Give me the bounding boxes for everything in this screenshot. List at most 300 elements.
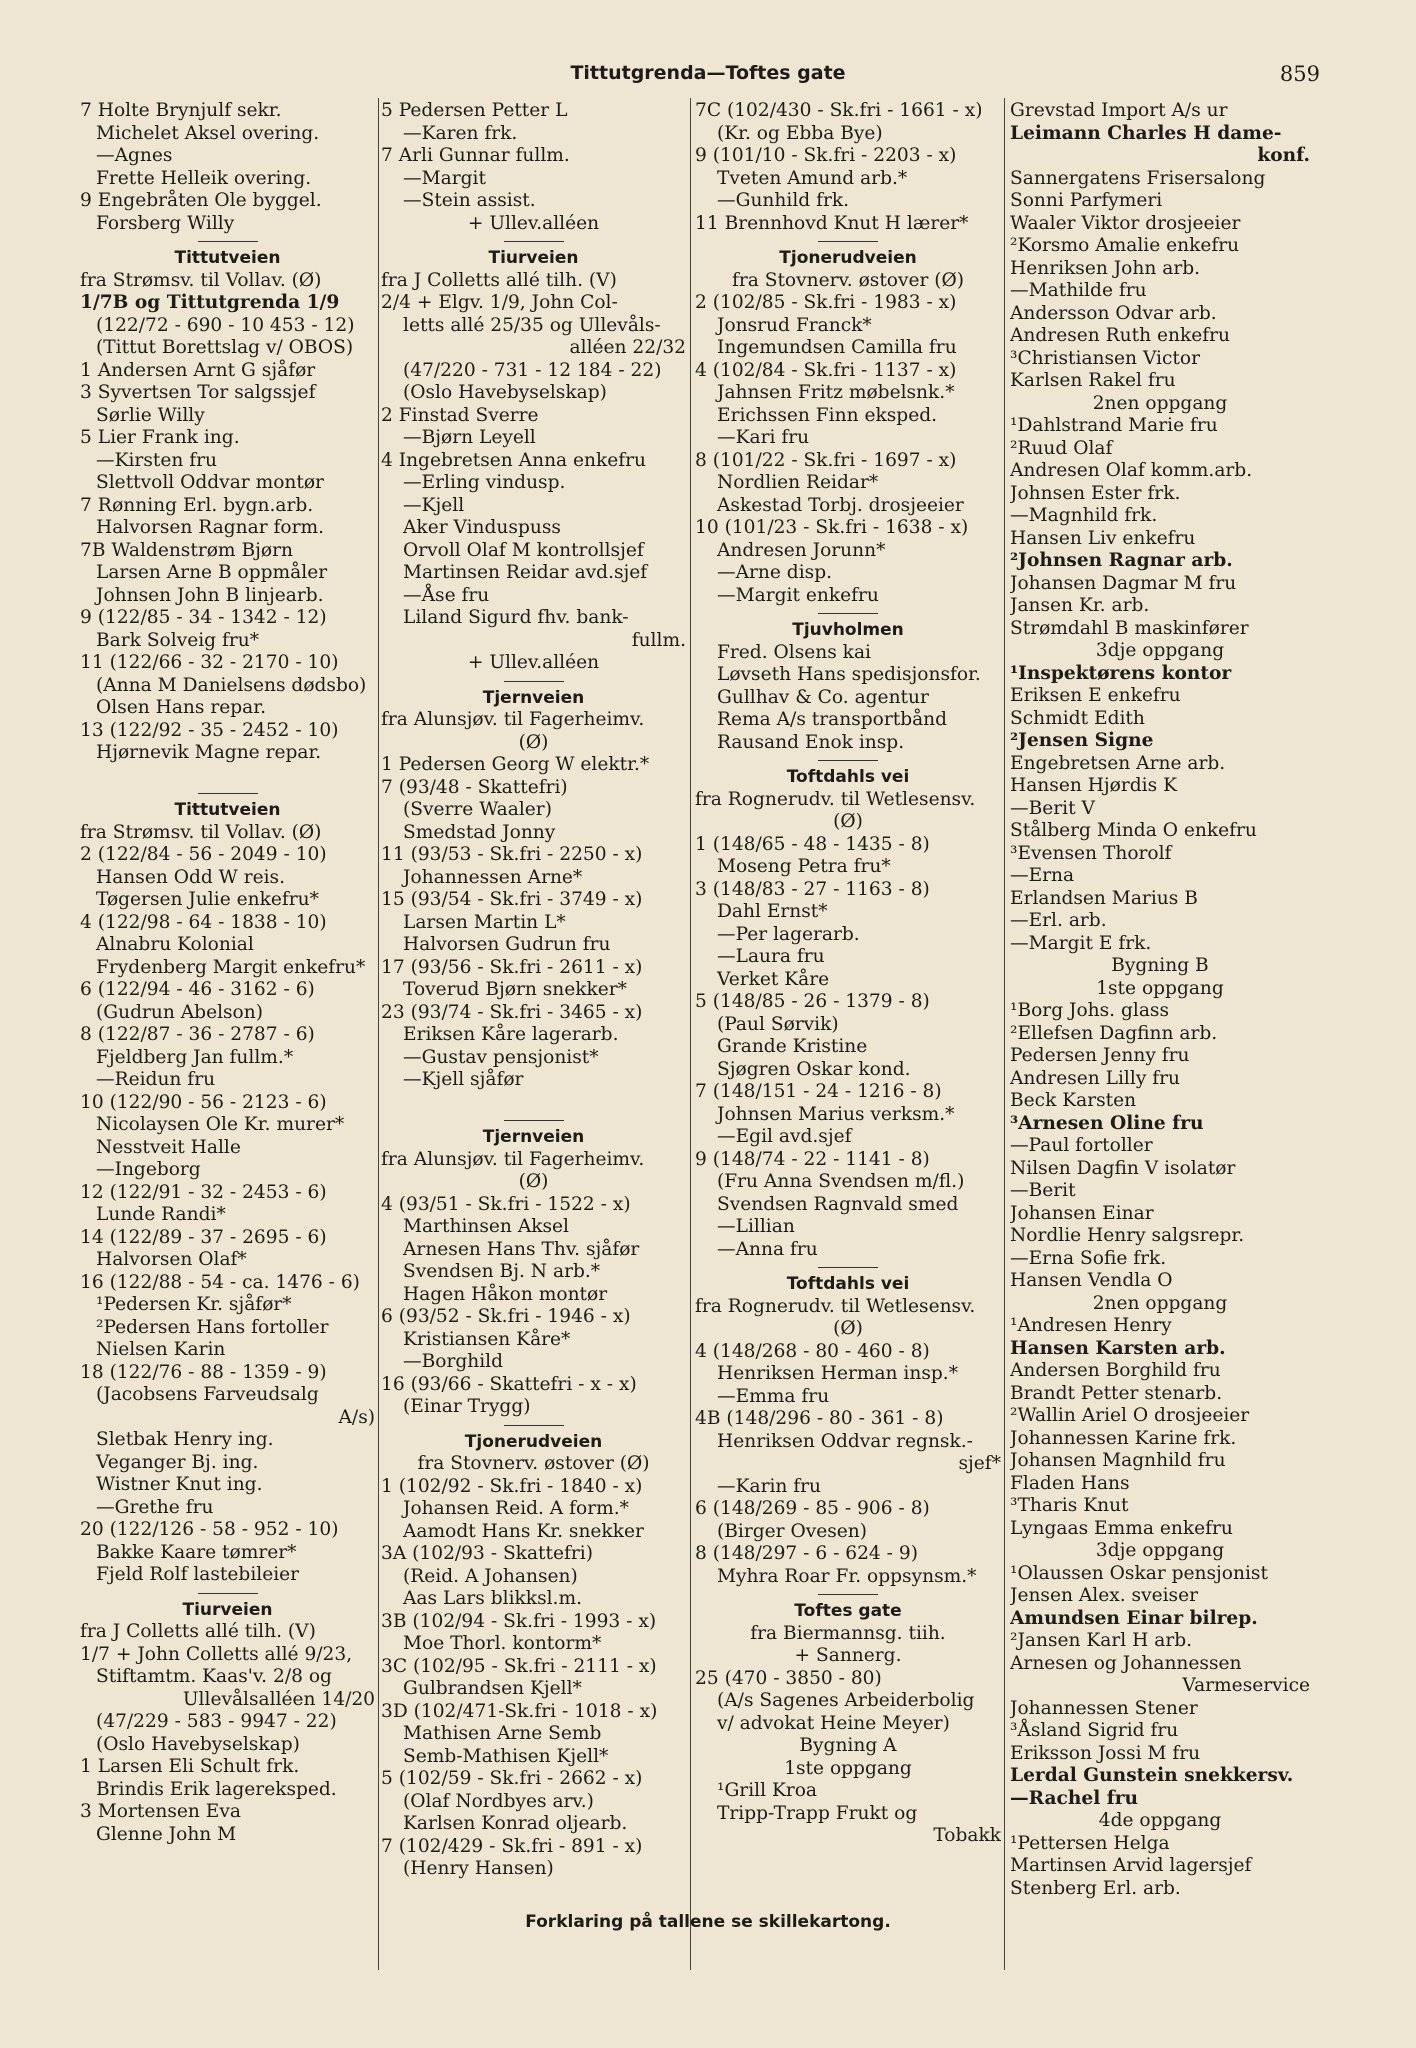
directory-line: (A/s Sagenes Arbeiderbolig — [717, 1690, 975, 1711]
directory-line — [381, 1092, 686, 1115]
directory-line: (Ø) — [518, 1171, 549, 1192]
directory-line: Mathisen Arne Semb — [403, 1723, 602, 1744]
directory-line: Aker Vinduspuss — [403, 517, 561, 538]
directory-line: 17 (93/56 - Sk.fri - 2611 - x) — [381, 956, 643, 978]
directory-line: Eriksson Jossi M fru — [1010, 1742, 1201, 1764]
directory-line: 2 Finstad Sverre — [381, 404, 539, 426]
directory-line: 15 (93/54 - Sk.fri - 3749 - x) — [381, 889, 643, 910]
directory-line: Sonni Parfymeri — [1010, 190, 1163, 211]
directory-line: (Henry Hansen) — [403, 1858, 554, 1879]
directory-line: fra Alunsjøv. til Fagerheimv. — [381, 1148, 645, 1170]
directory-line: Gullhav & Co. agentur — [717, 686, 929, 708]
directory-line: —Rachel fru — [1010, 1787, 1139, 1809]
street-heading: Toftdahls vei — [786, 1274, 910, 1294]
directory-line: —Erna — [1010, 865, 1075, 886]
directory-line: 4B (148/296 - 80 - 361 - 8) — [695, 1408, 944, 1429]
directory-line: Gulbrandsen Kjell* — [403, 1678, 582, 1699]
page-title: Tittutgrenda—Toftes gate — [570, 62, 846, 84]
section-divider — [695, 1588, 1001, 1600]
directory-line: 6 (148/269 - 85 - 906 - 8) — [695, 1498, 930, 1519]
directory-line: —Laura fru — [717, 946, 825, 967]
directory-line: Sletbak Henry ing. — [96, 1429, 274, 1450]
directory-line: Kristiansen Kåre* — [403, 1328, 571, 1350]
section-divider — [695, 607, 1001, 619]
directory-line: 3 (148/83 - 27 - 1163 - 8) — [695, 878, 930, 900]
directory-line: —Kari fru — [717, 427, 810, 448]
directory-line: Frette Helleik overing. — [96, 167, 312, 189]
directory-line: —Ingeborg — [96, 1159, 201, 1180]
directory-line: Hansen Vendla O — [1010, 1270, 1173, 1291]
section-divider — [695, 1261, 1001, 1273]
directory-line: 9 (122/85 - 34 - 1342 - 12) — [80, 607, 327, 628]
directory-line: (Olaf Nordbyes arv.) — [403, 1790, 594, 1812]
directory-line: —Reidun fru — [96, 1069, 216, 1090]
directory-line: Waaler Viktor drosjeeier — [1010, 212, 1241, 234]
directory-line: (Paul Sørvik) — [717, 1013, 839, 1035]
directory-line: 7 (93/48 - Skattefri) — [381, 776, 568, 798]
directory-line: Andresen Lilly fru — [1010, 1067, 1180, 1089]
directory-line: 2/4 + Elgv. 1/9, John Col- — [381, 292, 618, 313]
directory-line: fra Rognerudv. til Wetlesensv. — [695, 1295, 976, 1317]
directory-line: (Ø) — [833, 811, 863, 832]
street-heading: Toftes gate — [794, 1601, 902, 1621]
directory-line: ²Jensen Signe — [1010, 730, 1154, 751]
directory-line: 9 (101/10 - Sk.fri - 2203 - x) — [695, 145, 957, 166]
directory-line: 4 Ingebretsen Anna enkefru — [381, 449, 647, 471]
directory-line: —Lillian — [717, 1216, 795, 1237]
directory-line: Nilsen Dagfin V isolatør — [1010, 1157, 1236, 1179]
directory-line: —Erling vindusp. — [403, 472, 566, 493]
directory-line: Aamodt Hans Kr. snekker — [403, 1520, 644, 1542]
directory-line: konf. — [1257, 145, 1310, 166]
directory-line: Strømdahl B maskinfører — [1010, 617, 1249, 639]
directory-line: letts allé 25/35 og Ullevåls- — [403, 314, 661, 336]
directory-line: —Margit E frk. — [1010, 932, 1152, 954]
directory-line: Pedersen Jenny fru — [1010, 1045, 1190, 1066]
directory-line: Forsberg Willy — [96, 212, 235, 234]
directory-line: Løvseth Hans spedisjonsfor. — [717, 664, 981, 685]
directory-line: ²Wallin Ariel O drosjeeier — [1010, 1405, 1250, 1426]
directory-line: Varmeservice — [1182, 1675, 1310, 1696]
directory-line: ³Åsland Sigrid fru — [1010, 1720, 1179, 1741]
directory-line: Henriksen John arb. — [1010, 257, 1201, 279]
street-heading: Tjernveien — [482, 687, 585, 708]
directory-line: ¹Pettersen Helga — [1010, 1832, 1170, 1854]
directory-line: Nordlie Henry salgsrepr. — [1010, 1225, 1245, 1246]
directory-line: 7 (148/151 - 24 - 1216 - 8) — [695, 1081, 942, 1102]
directory-line: 6 (122/94 - 46 - 3162 - 6) — [80, 979, 315, 1000]
section-divider — [695, 754, 1001, 766]
directory-line: 5 (148/85 - 26 - 1379 - 8) — [695, 991, 930, 1012]
directory-line: Olsen Hans repar. — [96, 697, 266, 718]
directory-line: ¹Dahlstrand Marie fru — [1010, 415, 1218, 436]
directory-line: Stenberg Erl. arb. — [1010, 1877, 1181, 1899]
directory-line: Martinsen Arvid lagersjef — [1010, 1855, 1252, 1876]
directory-line: 18 (122/76 - 88 - 1359 - 9) — [80, 1361, 327, 1383]
section-divider — [80, 1587, 375, 1599]
page-number: 859 — [1279, 62, 1320, 86]
directory-line: —Paul fortoller — [1010, 1135, 1153, 1156]
directory-line: Johannessen Karine frk. — [1010, 1427, 1237, 1449]
directory-line: 1ste oppgang — [784, 1757, 912, 1779]
directory-line: Frydenberg Margit enkefru* — [96, 956, 366, 978]
directory-line: —Bjørn Leyell — [403, 427, 536, 448]
street-heading: Tjonerudveien — [464, 1431, 603, 1452]
directory-line: (122/72 - 690 - 10 453 - 12) — [96, 314, 355, 336]
directory-line: fra Stovnerv. østover (Ø) — [731, 269, 965, 291]
directory-line: —Emma fru — [717, 1385, 830, 1407]
directory-line: ²Jansen Karl H arb. — [1010, 1630, 1193, 1651]
directory-line: 2nen oppgang — [1092, 392, 1228, 414]
directory-line: 3C (102/95 - Sk.fri - 2111 - x) — [381, 1655, 657, 1677]
directory-line: Lyngaas Emma enkefru — [1010, 1517, 1233, 1539]
directory-line: fra Alunsjøv. til Fagerheimv. — [381, 709, 645, 730]
directory-line: —Grethe fru — [96, 1496, 214, 1518]
directory-line: ²Ruud Olaf — [1010, 437, 1113, 459]
directory-line: fra Strømsv. til Vollav. (Ø) — [80, 821, 322, 843]
directory-line: —Karin fru — [717, 1475, 822, 1497]
directory-line: Halvorsen Gudrun fru — [403, 934, 611, 955]
directory-line: 16 (122/88 - 54 - ca. 1476 - 6) — [80, 1271, 360, 1293]
directory-line: —Gustav pensjonist* — [403, 1046, 599, 1068]
directory-line: 4 (148/268 - 80 - 460 - 8) — [695, 1340, 930, 1362]
directory-line: 3dje oppgang — [1095, 1540, 1225, 1561]
page-footer-note: Forklaring på tallene se skillekartong. — [525, 1912, 891, 1932]
directory-line: Bakke Kaare tømrer* — [96, 1541, 297, 1563]
directory-line: —Magnhild frk. — [1010, 505, 1158, 526]
directory-line: (47/229 - 583 - 9947 - 22) — [96, 1711, 337, 1732]
directory-line: —Erna Sofie frk. — [1010, 1247, 1167, 1269]
directory-line: 5 Pedersen Petter L — [381, 100, 568, 121]
directory-line: fra J Colletts allé tilh. (V) — [80, 1621, 316, 1642]
directory-line: Sjøgren Oskar kond. — [717, 1058, 911, 1080]
street-heading: Tiurveien — [488, 248, 579, 268]
street-heading: Tiurveien — [182, 1599, 273, 1620]
directory-line: Hagen Håkon montør — [403, 1283, 608, 1305]
directory-line: ¹Pedersen Kr. sjåfør* — [96, 1294, 292, 1315]
directory-line: Eriksen E enkefru — [1010, 685, 1181, 706]
directory-line: ³Arnesen Oline fru — [1010, 1112, 1204, 1134]
directory-line: Hansen Karsten arb. — [1010, 1337, 1226, 1359]
directory-line: (Kr. og Ebba Bye) — [717, 122, 883, 144]
directory-line: Johnsen John B linjearb. — [96, 584, 324, 606]
directory-line: 4 (102/84 - Sk.fri - 1137 - x) — [695, 359, 957, 381]
directory-line: Andersson Odvar arb. — [1010, 302, 1217, 324]
directory-line: —Borghild — [403, 1351, 504, 1372]
directory-line: 7B Waldenstrøm Bjørn — [80, 539, 293, 561]
directory-line: —Gunhild frk. — [717, 190, 850, 211]
directory-line: Myhra Roar Fr. oppsynsm.* — [717, 1565, 977, 1587]
directory-line: Slettvoll Oddvar montør — [96, 472, 324, 493]
directory-line: 7 Rønning Erl. bygn.arb. — [80, 494, 314, 516]
directory-line: 11 (122/66 - 32 - 2170 - 10) — [80, 652, 339, 673]
directory-line: sjef* — [958, 1453, 1001, 1474]
street-heading: Tittutveien — [174, 248, 281, 268]
directory-line: 11 Brennhovd Knut H lærer* — [695, 212, 969, 234]
directory-line: —Berit — [1010, 1180, 1076, 1201]
directory-line: (Gudrun Abelson) — [96, 1001, 263, 1023]
directory-line: Michelet Aksel overing. — [96, 122, 320, 144]
directory-line: 12 (122/91 - 32 - 2453 - 6) — [80, 1181, 327, 1203]
directory-line: 5 Lier Frank ing. — [80, 427, 240, 448]
directory-line: fra Biermannsg. tiih. — [750, 1622, 946, 1644]
directory-line: Hansen Liv enkefru — [1010, 527, 1196, 549]
directory-line: 3A (102/93 - Skattefri) — [381, 1543, 593, 1564]
directory-line: Grande Kristine — [717, 1036, 868, 1057]
directory-line: —Margit — [403, 167, 486, 189]
directory-line: 14 (122/89 - 37 - 2695 - 6) — [80, 1226, 327, 1248]
directory-line: Verket Kåre — [717, 968, 830, 990]
directory-line: Engebretsen Arne arb. — [1010, 752, 1226, 774]
directory-line: A/s) — [338, 1406, 375, 1428]
directory-line: (Birger Ovesen) — [717, 1520, 867, 1542]
directory-line: Ullevålsalléen 14/20 — [182, 1688, 375, 1710]
directory-line: 1ste oppgang — [1096, 977, 1224, 999]
directory-line: 4 (122/98 - 64 - 1838 - 10) — [80, 911, 327, 933]
directory-line: Bark Solveig fru* — [96, 629, 260, 651]
directory-line — [80, 765, 375, 788]
directory-line: Larsen Arne B oppmåler — [96, 562, 328, 583]
directory-line: ²Johnsen Ragnar arb. — [1010, 550, 1233, 571]
directory-line: 3D (102/471-Sk.fri - 1018 - x) — [381, 1700, 658, 1722]
directory-line: 5 (102/59 - Sk.fri - 2662 - x) — [381, 1768, 643, 1789]
directory-line: (Sverre Waaler) — [403, 799, 552, 820]
directory-line: Schmidt Edith — [1010, 707, 1145, 729]
directory-line: 3B (102/94 - Sk.fri - 1993 - x) — [381, 1610, 657, 1632]
directory-line: 4de oppgang — [1098, 1810, 1222, 1831]
directory-line: 13 (122/92 - 35 - 2452 - 10) — [80, 719, 339, 741]
column-divider — [1004, 98, 1005, 1970]
directory-line: Rausand Enok insp. — [717, 731, 905, 753]
directory-line: —Agnes — [96, 145, 173, 166]
directory-line: (47/220 - 731 - 12 184 - 22) — [403, 359, 662, 381]
directory-line: fullm. — [631, 629, 686, 651]
directory-line: Jonsrud Franck* — [717, 314, 872, 336]
directory-line: Halvorsen Ragnar form. — [96, 517, 325, 538]
directory-line: + Ullev.alléen — [467, 652, 600, 673]
directory-line: 1/7B og Tittutgrenda 1/9 — [80, 292, 340, 313]
directory-line: 6 (93/52 - Sk.fri - 1946 - x) — [381, 1306, 631, 1327]
column-1 — [80, 100, 375, 1846]
directory-line: 7 Holte Brynjulf sekr. — [80, 100, 282, 121]
directory-line: v/ advokat Heine Meyer) — [717, 1712, 950, 1734]
directory-line: 9 (148/74 - 22 - 1141 - 8) — [695, 1148, 930, 1170]
directory-line: —Kjell sjåfør — [403, 1069, 524, 1090]
directory-line: —Margit enkefru — [717, 584, 879, 606]
directory-line: Erichssen Finn eksped. — [717, 404, 938, 426]
directory-line: 1 Pedersen Georg W elektr.* — [381, 754, 650, 775]
directory-line: —Erl. arb. — [1010, 910, 1107, 931]
directory-line: Andresen Olaf komm.arb. — [1010, 460, 1253, 481]
directory-line: —Kjell — [403, 494, 465, 516]
directory-line: Hjørnevik Magne repar. — [96, 742, 322, 763]
directory-line: 10 (101/23 - Sk.fri - 1638 - x) — [695, 517, 969, 538]
directory-line: Tobakk — [933, 1825, 1001, 1846]
directory-line: Nesstveit Halle — [96, 1136, 241, 1158]
directory-line: ²Pedersen Hans fortoller — [96, 1316, 329, 1338]
directory-line: Fjeldberg Jan fullm.* — [96, 1046, 294, 1068]
directory-line: Rema A/s transportbånd — [717, 709, 948, 730]
directory-line: 20 (122/126 - 58 - 952 - 10) — [80, 1519, 339, 1540]
directory-line: Liland Sigurd fhv. bank- — [403, 607, 629, 628]
directory-line: Johansen Magnhild fru — [1010, 1450, 1226, 1471]
street-heading: Tjuvholmen — [792, 620, 904, 640]
directory-line: ¹Inspektørens kontor — [1010, 662, 1232, 684]
column-divider — [690, 98, 691, 1970]
directory-line: ²Ellefsen Dagfinn arb. — [1010, 1022, 1218, 1044]
directory-line: Johannessen Stener — [1010, 1697, 1198, 1719]
directory-line: ³Tharis Knut — [1010, 1495, 1129, 1516]
directory-line: —Mathilde fru — [1010, 280, 1147, 301]
directory-line: alléen 22/32 — [569, 337, 686, 358]
directory-line: 9 Engebråten Ole byggel. — [80, 190, 322, 211]
directory-line: fra Rognerudv. til Wetlesensv. — [695, 788, 976, 810]
column-divider — [378, 98, 379, 1970]
directory-line: 3 Mortensen Eva — [80, 1801, 241, 1822]
directory-line: Alnabru Kolonial — [96, 934, 254, 955]
directory-line: (Reid. A Johansen) — [403, 1565, 578, 1587]
directory-line: —Anna fru — [717, 1238, 818, 1260]
directory-line: Aas Lars blikksl.m. — [403, 1588, 583, 1609]
street-heading: Toftdahls vei — [786, 767, 910, 787]
directory-line: —Egil avd.sjef — [717, 1126, 852, 1147]
directory-line: (Ø) — [518, 731, 549, 753]
directory-line: Hansen Odd W reis. — [96, 866, 285, 888]
directory-line: Toverud Bjørn snekker* — [403, 979, 627, 1000]
directory-line: Fjeld Rolf lastebileier — [96, 1564, 300, 1585]
directory-line: Moseng Petra fru* — [717, 856, 891, 877]
directory-line: 1 (102/92 - Sk.fri - 1840 - x) — [381, 1475, 643, 1497]
directory-line: Tveten Amund arb.* — [717, 167, 908, 189]
directory-line: Arnesen Hans Thv. sjåfør — [403, 1238, 640, 1260]
directory-line: 2 (102/85 - Sk.fri - 1983 - x) — [695, 292, 957, 313]
directory-line: Bygning B — [1111, 955, 1209, 976]
column-3 — [695, 100, 1001, 1848]
directory-line: (Tittut Borettslag v/ OBOS) — [96, 337, 354, 358]
directory-line: Johansen Einar — [1010, 1202, 1154, 1224]
directory-line: 2nen oppgang — [1092, 1292, 1228, 1314]
directory-line: Henriksen Herman insp.* — [717, 1363, 959, 1384]
directory-line: Nordlien Reidar* — [717, 472, 879, 493]
directory-line: Brandt Petter stenarb. — [1010, 1382, 1223, 1404]
directory-line: 16 (93/66 - Skattefri - x - x) — [381, 1373, 637, 1395]
directory-line: Johannessen Arne* — [403, 866, 583, 888]
directory-line: + Ullev.alléen — [467, 212, 600, 234]
directory-line: ¹Grill Kroa — [717, 1780, 818, 1801]
directory-line: Henriksen Oddvar regnsk.- — [717, 1430, 973, 1452]
directory-line: Semb-Mathisen Kjell* — [403, 1745, 609, 1767]
directory-line: Jahnsen Fritz møbelsnk.* — [717, 382, 955, 403]
directory-line: Halvorsen Olaf* — [96, 1249, 247, 1270]
directory-line: ¹Olaussen Oskar pensjonist — [1010, 1562, 1268, 1584]
directory-line: Johansen Reid. A form.* — [403, 1498, 629, 1519]
directory-line: 4 (93/51 - Sk.fri - 1522 - x) — [381, 1193, 631, 1215]
directory-line: Nielsen Karin — [96, 1339, 226, 1360]
directory-line: 1 (148/65 - 48 - 1435 - 8) — [695, 833, 930, 855]
directory-line: ³Christiansen Victor — [1010, 347, 1200, 369]
directory-line: Grevstad Import A/s ur — [1010, 100, 1228, 121]
street-heading: Tjonerudveien — [779, 248, 917, 268]
directory-line: Jansen Kr. arb. — [1010, 595, 1150, 616]
directory-line: 25 (470 - 3850 - 80) — [695, 1667, 882, 1689]
directory-line: Larsen Martin L* — [403, 911, 566, 933]
directory-line: (Oslo Havebyselskap) — [96, 1733, 300, 1755]
directory-line: Erlandsen Marius B — [1010, 887, 1198, 909]
directory-line: 3 Syvertsen Tor salgssjef — [80, 382, 316, 403]
directory-line: 1 Larsen Eli Schult frk. — [80, 1756, 300, 1777]
directory-line: (Anna M Danielsens dødsbo) — [96, 674, 367, 696]
street-heading: Tittutveien — [174, 800, 281, 820]
directory-line: 23 (93/74 - Sk.fri - 3465 - x) — [381, 1001, 643, 1023]
directory-line: Fladen Hans — [1010, 1472, 1130, 1494]
directory-line: (Jacobsens Farveudsalg — [96, 1384, 319, 1405]
directory-line: Johansen Dagmar M fru — [1010, 572, 1237, 594]
directory-line: Moe Thorl. kontorm* — [403, 1633, 602, 1654]
directory-line: 2 (122/84 - 56 - 2049 - 10) — [80, 844, 327, 865]
directory-line: Bygning A — [799, 1735, 897, 1756]
street-heading: Tjernveien — [482, 1127, 585, 1147]
directory-line: 3dje oppgang — [1095, 640, 1225, 661]
directory-line: ²Korsmo Amalie enkefru — [1010, 235, 1240, 256]
directory-line: ³Evensen Thorolf — [1010, 842, 1172, 864]
directory-line: (Ø) — [833, 1318, 863, 1339]
directory-line: fra Strømsv. til Vollav. (Ø) — [80, 269, 322, 291]
directory-line: Wistner Knut ing. — [96, 1474, 263, 1495]
directory-line: 8 (148/297 - 6 - 624 - 9) — [695, 1543, 918, 1564]
directory-line: Johnsen Ester frk. — [1010, 482, 1181, 504]
directory-line: (Fru Anna Svendsen m/fl.) — [717, 1171, 965, 1192]
directory-line: Sannergatens Frisersalong — [1010, 167, 1266, 189]
section-divider — [80, 787, 375, 799]
directory-line: Johnsen Marius verksm.* — [717, 1103, 955, 1125]
directory-line: 7 Arli Gunnar fullm. — [381, 145, 570, 166]
directory-line: ¹Borg Johs. glass — [1010, 1000, 1170, 1021]
directory-line: Stålberg Minda O enkefru — [1010, 820, 1257, 841]
column-2 — [381, 100, 686, 1881]
directory-line: 1 Andersen Arnt G sjåfør — [80, 359, 316, 381]
directory-line: Hansen Hjørdis K — [1010, 775, 1177, 796]
directory-line: + Sannerg. — [794, 1645, 902, 1666]
directory-line: Lunde Randi* — [96, 1204, 226, 1225]
section-divider — [695, 235, 1001, 247]
directory-line: —Kirsten fru — [96, 449, 217, 471]
directory-line: —Åse fru — [403, 584, 490, 606]
directory-line: Karlsen Rakel fru — [1010, 370, 1176, 391]
directory-line: Glenne John M — [96, 1823, 237, 1845]
section-divider — [381, 675, 686, 687]
section-divider — [80, 235, 375, 247]
directory-line: Smedstad Jonny — [403, 821, 556, 843]
directory-line: Nicolaysen Ole Kr. murer* — [96, 1114, 345, 1135]
directory-line: 8 (122/87 - 36 - 2787 - 6) — [80, 1024, 315, 1045]
directory-line: 10 (122/90 - 56 - 2123 - 6) — [80, 1091, 327, 1113]
section-divider — [381, 1114, 686, 1126]
directory-line: Orvoll Olaf M kontrollsjef — [403, 539, 644, 561]
directory-line: Martinsen Reidar avd.sjef — [403, 562, 648, 583]
directory-line: (Einar Trygg) — [403, 1396, 531, 1417]
directory-line: 7C (102/430 - Sk.fri - 1661 - x) — [695, 100, 983, 121]
section-divider — [381, 1419, 686, 1431]
directory-line: —Berit V — [1010, 797, 1095, 819]
directory-line: Andresen Ruth enkefru — [1010, 325, 1230, 346]
directory-line: Tøgersen Julie enkefru* — [96, 889, 319, 910]
directory-line: —Per lagerarb. — [717, 923, 860, 945]
directory-line: Svendsen Bj. N arb.* — [403, 1261, 601, 1282]
directory-line: (Oslo Havebyselskap) — [403, 382, 607, 403]
directory-line: Svendsen Ragnvald smed — [717, 1193, 959, 1215]
directory-line: 11 (93/53 - Sk.fri - 2250 - x) — [381, 844, 643, 865]
directory-line: Fred. Olsens kai — [717, 641, 871, 663]
